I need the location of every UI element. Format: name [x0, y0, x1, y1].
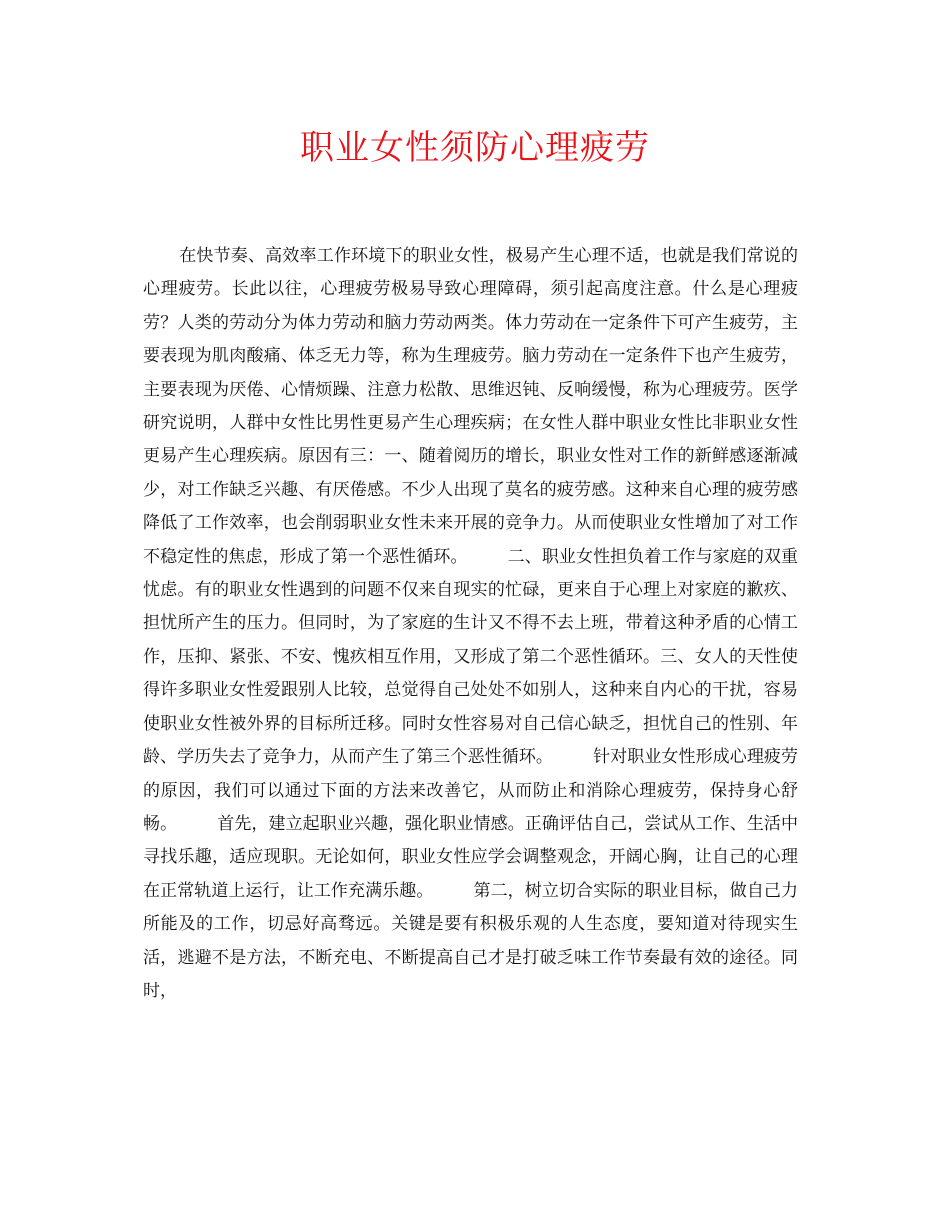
paragraph-remedy-1: 首先，建立起职业兴趣，强化职业情感。正确评估自己，尝试从工作、生活中寻找乐趣，适应现职。无论如何，职业女性应学会调整观念，开阔心胸，让自己的心理在正常轨道上运行，让工作充满乐趣。 [143, 813, 799, 901]
paragraph-definition: 什么是心理疲劳？人类的劳动分为体力劳动和脑力劳动两类。体力劳动在一定条件下可产生疲劳，主要表现为肌肉酸痛、体乏无力等，称为生理疲劳。脑力劳动在一定条件下也产生疲劳，主要表现为厌倦、心情烦躁、注意力松散、思维迟钝、反响缓慢，称为心理疲劳。医学研究说明，人群中女性比男性更易产生心理疾病；在女性人群中职业女性比非职业女性更易产生心理疾病。原因有三： [143, 279, 799, 467]
document-body [143, 240, 798, 1008]
paragraph-remedy-intro: 针对职业女性形成心理疲劳的原因，我们可以通过下面的方法来改善它，从而防止和消除心理疲劳，保持身心舒畅。 [143, 747, 798, 834]
paragraph-reason-3: 三、女人的天性使得许多职业女性爱跟别人比较，总觉得自己处处不如别人，这种来自内心的干扰，容易使职业女性被外界的目标所迁移。同时女性容易对自己信心缺乏，担忧自己的性别、年龄、学历失去了竞争力，从而产生了第三个恶性循环。 [143, 646, 798, 768]
paragraph-intro: 在快节奏、高效率工作环境下的职业女性，极易产生心理不适，也就是我们常说的心理疲劳。长此以往，心理疲劳极易导致心理障碍，须引起高度注意。 [143, 246, 798, 300]
paragraph-reason-2: 二、职业女性担负着工作与家庭的双重忧虑。有的职业女性遇到的问题不仅来自现实的忙碌，更来自于心理上对家庭的歉疚、担忧所产生的压力。但同时，为了家庭的生计又不得不去上班，带着这种矛盾的心情工作，压抑、紧张、不安、愧疚相互作用，又形成了第二个恶性循环。 [143, 546, 799, 667]
paragraph-remedy-2: 第二，树立切合实际的职业目标，做自己力所能及的工作，切忌好高骛远。关键是要有积极乐观的人生态度，要知道对待现实生活，逃避不是方法，不断充电、不断提高自己才是打破乏味工作节奏最有效的途径。同时， [143, 880, 799, 1001]
paragraph-reason-1: 一、随着阅历的增长，职业女性对工作的新鲜感逐渐减少，对工作缺乏兴趣、有厌倦感。不少人出现了莫名的疲劳感。这种来自心理的疲劳感降低了工作效率，也会削弱职业女性未来开展的竞争力。从而使职业女性增加了对工作不稳定性的焦虑，形成了第一个恶性循环。 [143, 446, 798, 567]
document-title: 职业女性须防心理疲劳 [300, 128, 650, 168]
